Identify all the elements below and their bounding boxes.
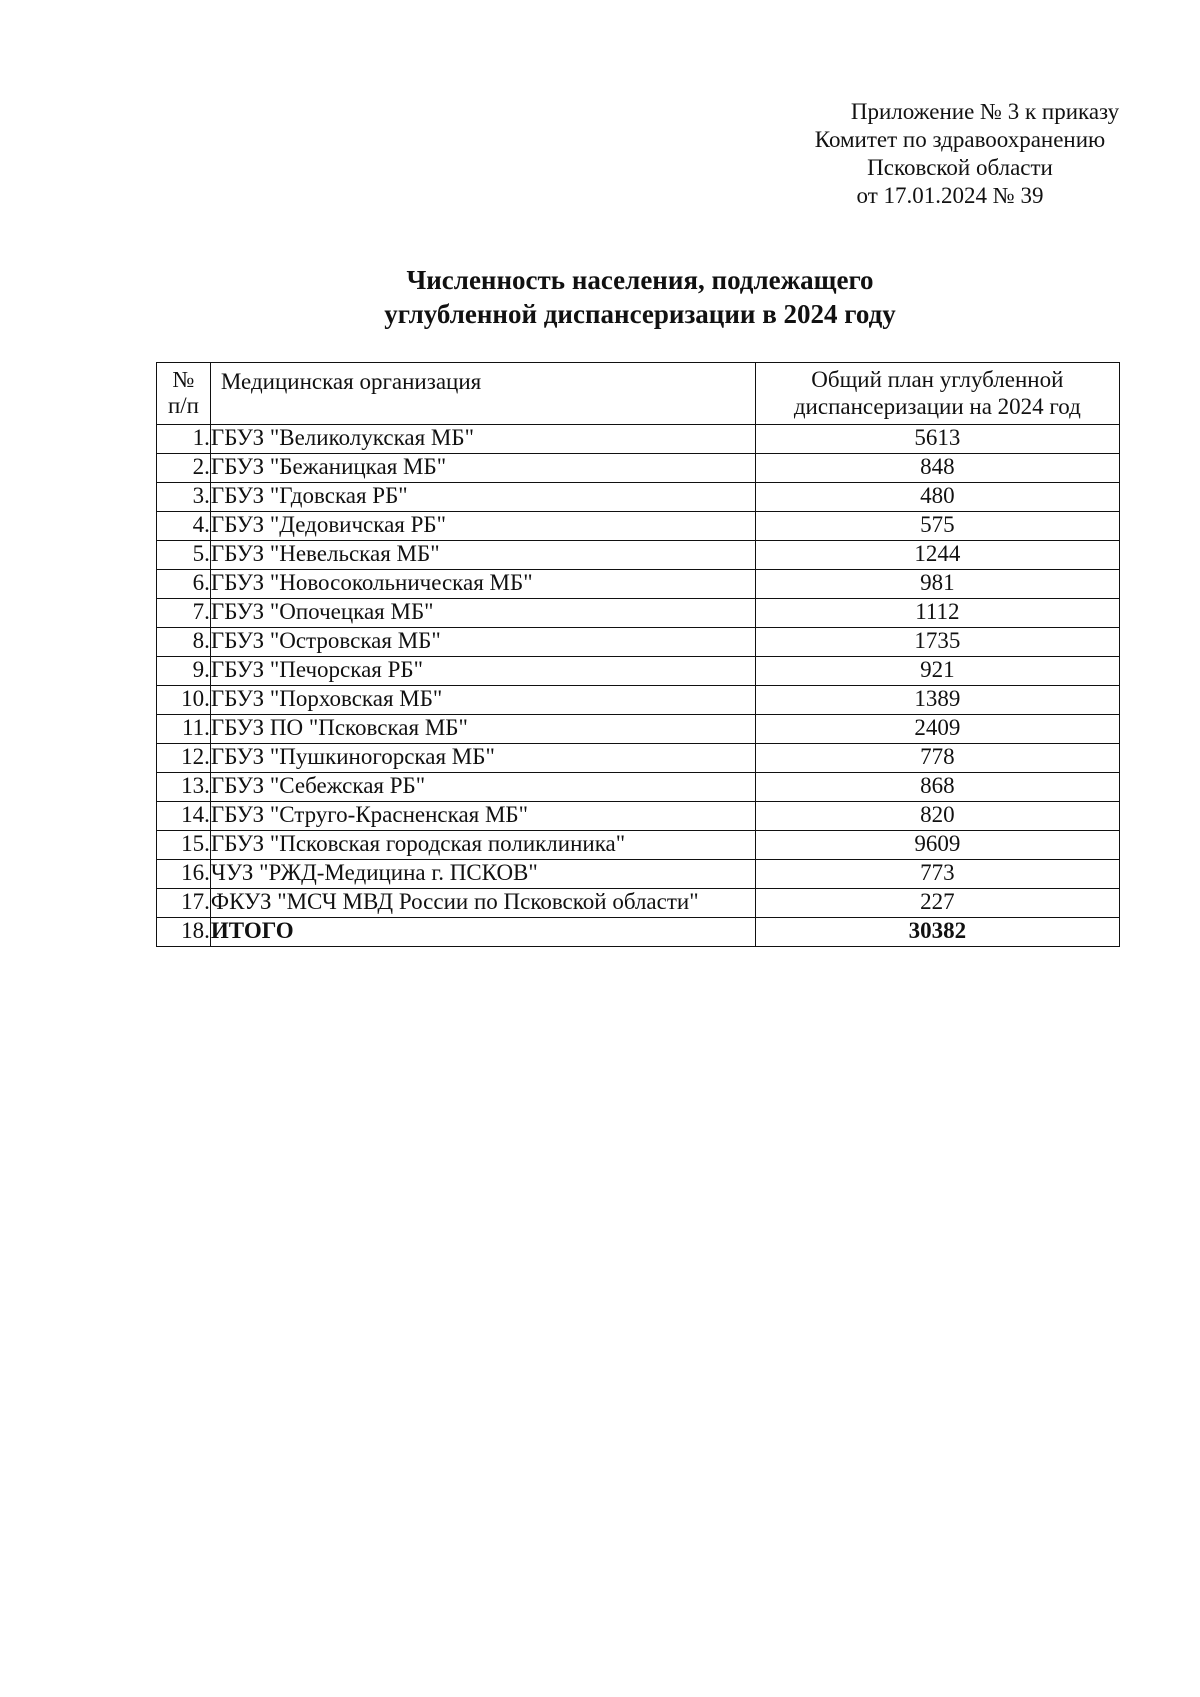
organization-name: ИТОГО (210, 918, 755, 947)
organization-name: ГБУЗ "Островская МБ" (210, 628, 755, 657)
header-plan (755, 363, 1119, 425)
row-number: 9. (157, 657, 211, 686)
organization-name: ГБУЗ "Псковская городская поликлиника" (210, 831, 755, 860)
table-row (157, 715, 1120, 744)
row-number: 15. (157, 831, 211, 860)
organization-name: ГБУЗ "Невельская МБ" (210, 541, 755, 570)
organization-name: ГБУЗ "Пушкиногорская МБ" (210, 744, 755, 773)
organization-name: ГБУЗ "Гдовская РБ" (210, 483, 755, 512)
row-number: 14. (157, 802, 211, 831)
table-row (157, 425, 1120, 454)
table-row (157, 483, 1120, 512)
plan-value: 848 (755, 454, 1119, 483)
document-title (300, 263, 980, 331)
header-number-abbr: п/п (167, 393, 199, 418)
dispensary-plan-table (156, 362, 1120, 947)
header-organization: Медицинская организация (210, 363, 755, 425)
table-row (157, 541, 1120, 570)
row-number: 17. (157, 889, 211, 918)
organization-name: ГБУЗ ПО "Псковская МБ" (210, 715, 755, 744)
row-number: 11. (157, 715, 211, 744)
header-number-symbol: № (172, 367, 195, 392)
table-row (157, 454, 1120, 483)
table-row (157, 802, 1120, 831)
table-row (157, 657, 1120, 686)
header-plan-line-1: Общий план углубленной (811, 367, 1064, 392)
row-number: 5. (157, 541, 211, 570)
table-row (157, 599, 1120, 628)
plan-value: 773 (755, 860, 1119, 889)
row-number: 7. (157, 599, 211, 628)
table-row (157, 628, 1120, 657)
total-row (157, 918, 1120, 947)
organization-name: ГБУЗ "Порховская МБ" (210, 686, 755, 715)
organization-name: ЧУЗ "РЖД-Медицина г. ПСКОВ" (210, 860, 755, 889)
order-date-number-line: от 17.01.2024 № 39 (856, 183, 1044, 208)
row-number: 12. (157, 744, 211, 773)
table-row (157, 773, 1120, 802)
plan-value: 820 (755, 802, 1119, 831)
plan-value: 921 (755, 657, 1119, 686)
plan-value: 1389 (755, 686, 1119, 715)
organization-name: ГБУЗ "Печорская РБ" (210, 657, 755, 686)
table-header-row (157, 363, 1120, 425)
table-row (157, 686, 1120, 715)
organization-name: ГБУЗ "Опочецкая МБ" (210, 599, 755, 628)
row-number: 16. (157, 860, 211, 889)
plan-value: 575 (755, 512, 1119, 541)
header-plan-line-2: диспансеризации на 2024 год (793, 394, 1081, 419)
organization-name: ГБУЗ "Струго-Красненская МБ" (210, 802, 755, 831)
organization-name: ГБУЗ "Себежская РБ" (210, 773, 755, 802)
plan-value: 868 (755, 773, 1119, 802)
table-body (157, 425, 1120, 947)
order-reference-header (790, 98, 1130, 210)
plan-value: 227 (755, 889, 1119, 918)
title-line-1: Численность населения, подлежащего (406, 265, 874, 295)
row-number: 6. (157, 570, 211, 599)
row-number: 18. (157, 918, 211, 947)
row-number: 2. (157, 454, 211, 483)
row-number: 8. (157, 628, 211, 657)
plan-value: 30382 (755, 918, 1119, 947)
row-number: 4. (157, 512, 211, 541)
appendix-line: Приложение № 3 к приказу (850, 99, 1120, 124)
plan-value: 1112 (755, 599, 1119, 628)
plan-value: 480 (755, 483, 1119, 512)
organization-name: ГБУЗ "Дедовичская РБ" (210, 512, 755, 541)
row-number: 3. (157, 483, 211, 512)
organization-name: ГБУЗ "Бежаницкая МБ" (210, 454, 755, 483)
table-row (157, 744, 1120, 773)
row-number: 1. (157, 425, 211, 454)
table-row (157, 570, 1120, 599)
row-number: 10. (157, 686, 211, 715)
plan-value: 1244 (755, 541, 1119, 570)
table-row (157, 860, 1120, 889)
plan-value: 981 (755, 570, 1119, 599)
organization-name: ФКУЗ "МСЧ МВД России по Псковской области" (210, 889, 755, 918)
plan-value: 1735 (755, 628, 1119, 657)
plan-value: 778 (755, 744, 1119, 773)
table-row (157, 512, 1120, 541)
row-number: 13. (157, 773, 211, 802)
organization-name: ГБУЗ "Великолукская МБ" (210, 425, 755, 454)
plan-value: 5613 (755, 425, 1119, 454)
table-row (157, 889, 1120, 918)
header-number (157, 363, 211, 425)
table-row (157, 831, 1120, 860)
plan-value: 9609 (755, 831, 1119, 860)
region-line: Псковской области (867, 155, 1053, 180)
committee-line: Комитет по здравоохранению (814, 127, 1106, 152)
title-line-2: углубленной диспансеризации в 2024 году (384, 299, 896, 329)
plan-value: 2409 (755, 715, 1119, 744)
organization-name: ГБУЗ "Новосокольническая МБ" (210, 570, 755, 599)
